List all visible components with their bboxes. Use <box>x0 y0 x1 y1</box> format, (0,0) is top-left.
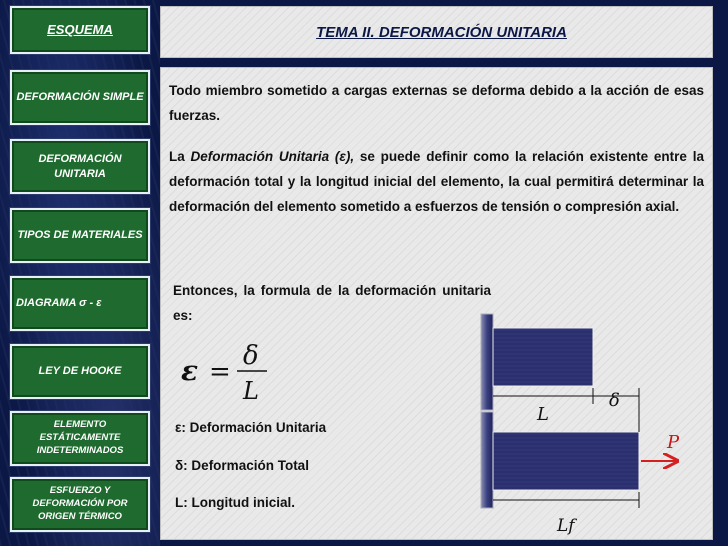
nav-label: ELEMENTO ESTÁTICAMENTE INDETERMINADOS <box>36 419 124 456</box>
nav-esfuerzo-deformacion-termico[interactable] <box>10 477 150 532</box>
nav-tipos-de-materiales[interactable] <box>10 208 150 263</box>
legend-delta: δ: Deformación Total <box>175 458 309 473</box>
nav-label: ESFUERZO Y DEFORMACIÓN POR ORIGEN TÉRMICO <box>32 485 128 522</box>
formula-epsilon: ε <box>181 354 199 387</box>
formula-numerator: δ <box>243 341 259 371</box>
definition-lead: La <box>169 149 185 164</box>
title-bar <box>160 6 713 58</box>
label-P: P <box>667 432 680 453</box>
nav-diagrama-sigma-epsilon[interactable] <box>10 276 150 331</box>
legend-length: L: Longitud inicial. <box>175 495 295 510</box>
label-Lf: Lf <box>557 516 575 536</box>
intro-paragraph: Todo miembro sometido a cargas externas se deforma debido a la acción de esas fuerzas. <box>169 83 704 123</box>
definition-paragraph <box>169 144 704 219</box>
nav-label: DIAGRAMA σ - ε <box>16 297 102 310</box>
nav-label: DEFORMACIÓN UNITARIA <box>38 152 122 180</box>
definition-term: Deformación Unitaria (ε), <box>190 149 355 164</box>
formula-denominator: L <box>243 377 259 405</box>
bottom-support <box>481 412 493 508</box>
nav-deformacion-simple[interactable] <box>10 70 150 125</box>
formula-equals: = <box>209 357 231 387</box>
page-title: TEMA II. DEFORMACIÓN UNITARIA <box>316 23 567 41</box>
label-L: L <box>537 404 549 425</box>
nav-label: LEY DE HOOKE <box>38 365 122 378</box>
esquema-button[interactable] <box>10 6 150 54</box>
nav-label: DEFORMACIÓN SIMPLE <box>16 91 144 104</box>
label-delta: δ <box>609 390 620 411</box>
legend-epsilon: ε: Deformación Unitaria <box>175 420 327 435</box>
esquema-label: ESQUEMA <box>47 22 113 38</box>
formula-intro: Entonces, la formula de la deformación unitaria es: <box>173 283 491 323</box>
nav-label: TIPOS DE MATERIALES <box>17 229 143 242</box>
definition-text: se puede definir como la relación existente entre la deformación total y la longitud inicial del elemento, la cual permitirá determinar la deformación del elemento sometido a esfuerzos de tensión o compresión axial. <box>169 149 704 214</box>
content-panel <box>160 67 713 540</box>
initial-bar <box>493 328 593 386</box>
deformation-diagram <box>471 308 711 540</box>
top-support <box>481 314 493 410</box>
nav-ley-de-hooke[interactable] <box>10 344 150 399</box>
nav-deformacion-unitaria[interactable] <box>10 139 150 194</box>
strain-formula <box>175 336 275 406</box>
deformed-bar <box>493 432 639 490</box>
nav-elemento-estaticamente-indeterminados[interactable] <box>10 411 150 466</box>
